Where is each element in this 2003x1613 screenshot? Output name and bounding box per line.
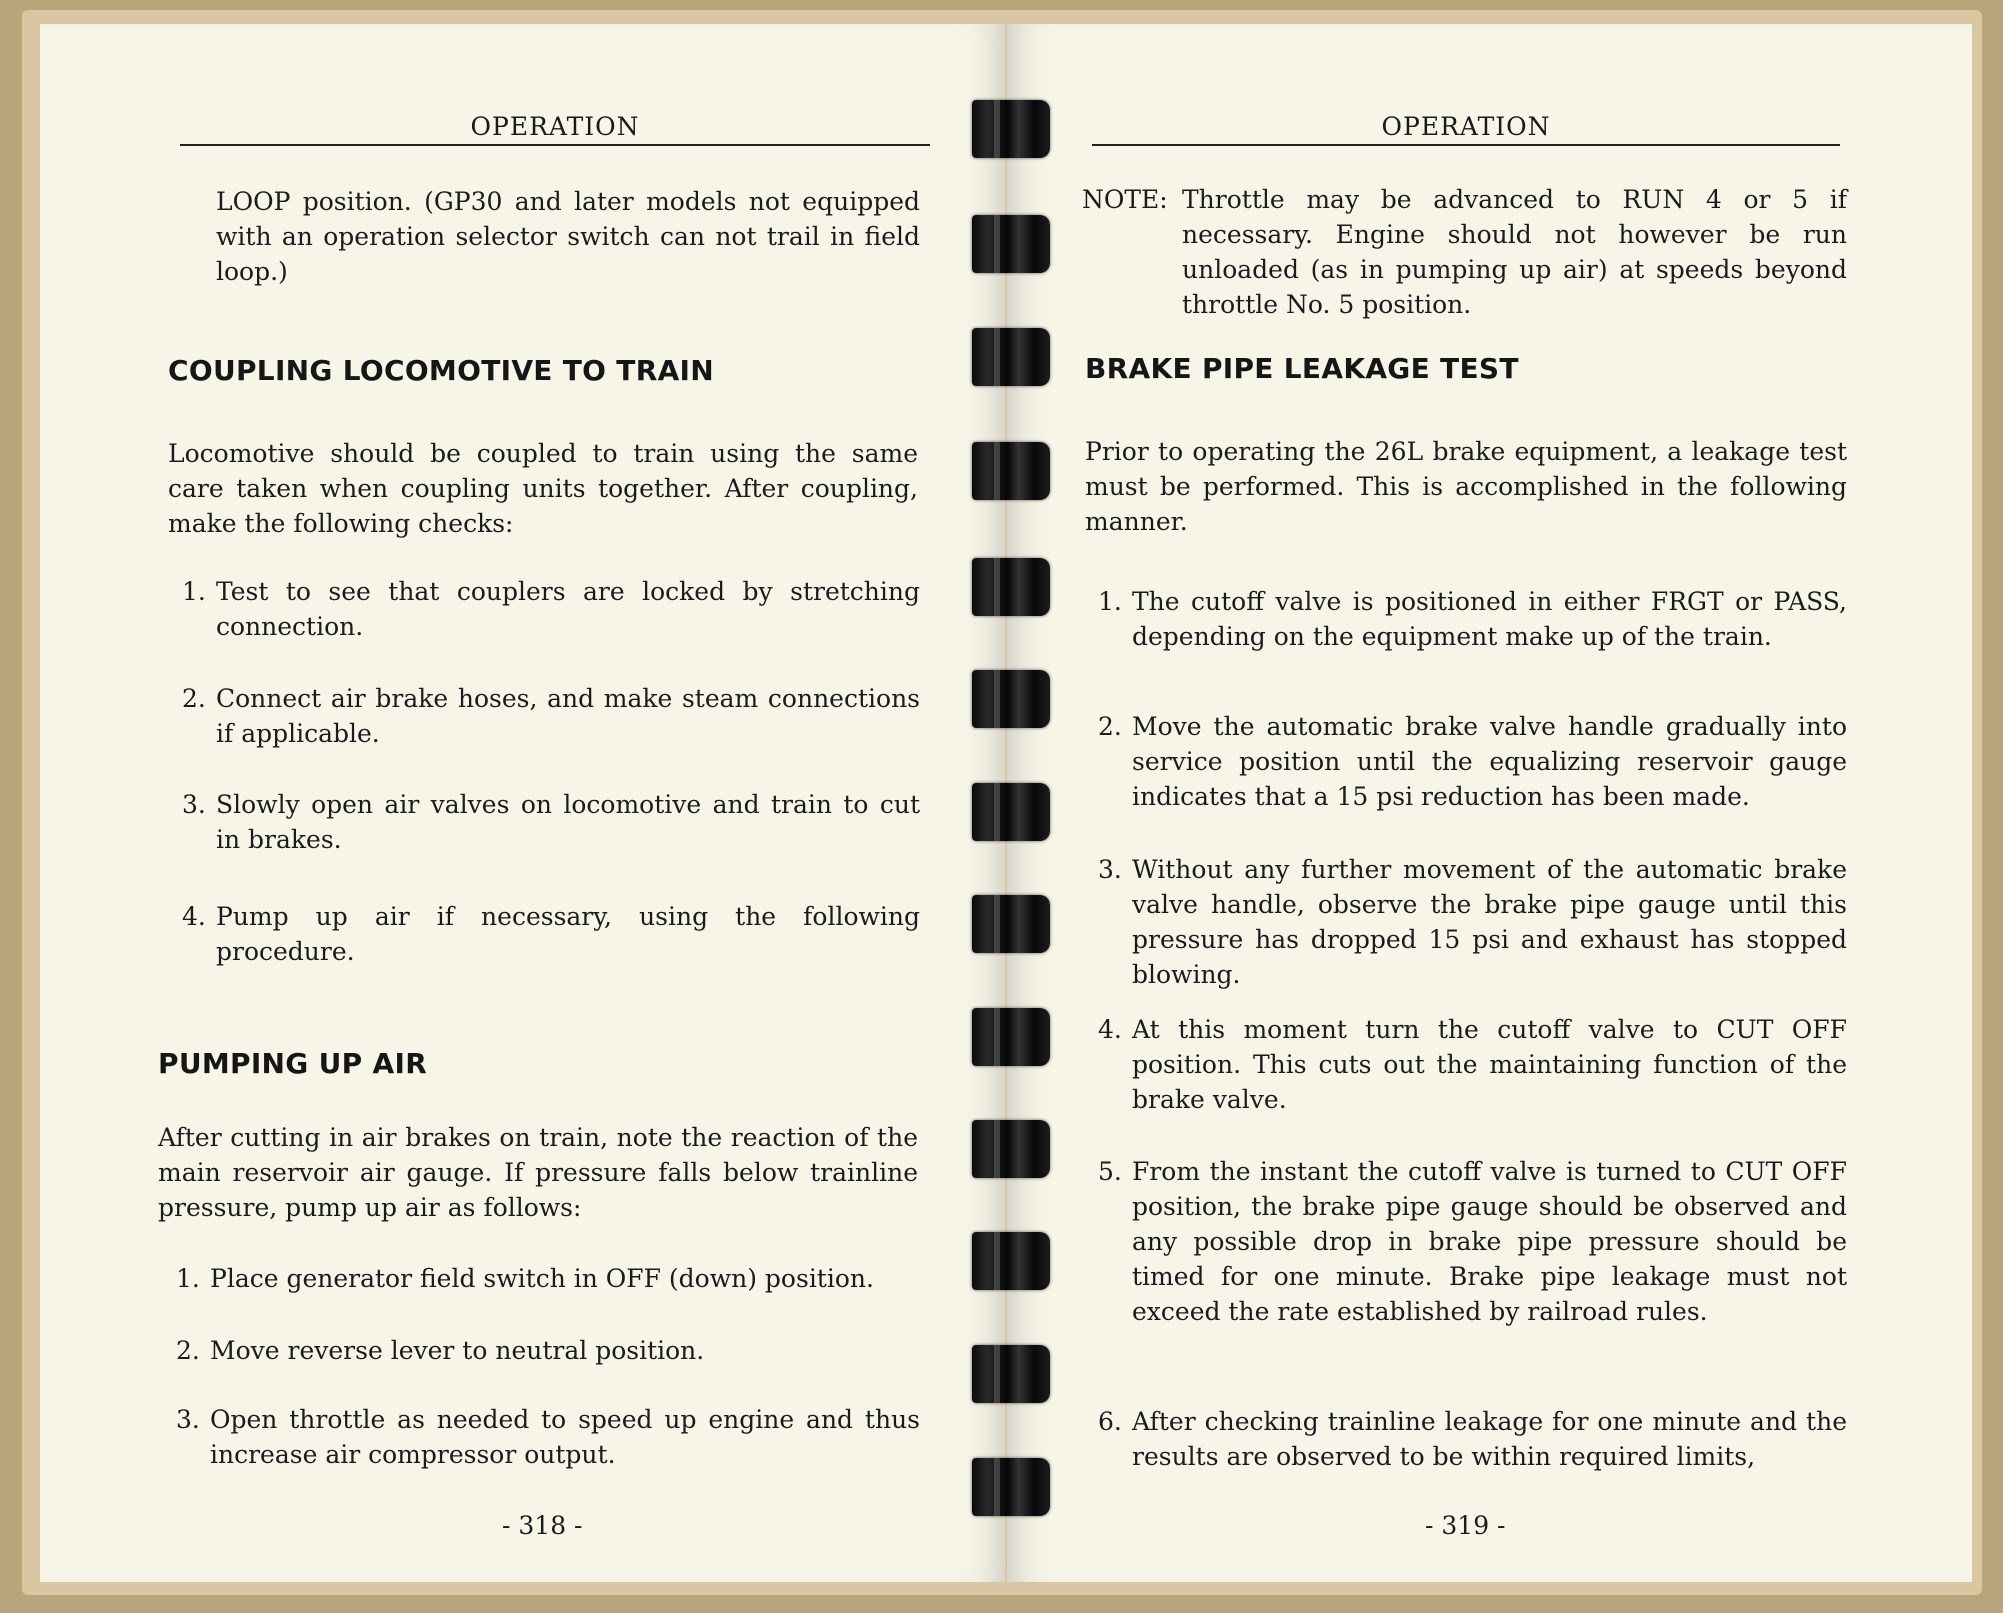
list-item (176, 1333, 920, 1368)
list-item-text: The cutoff valve is positioned in either FRGT or PASS, depending on the equipment make up of the train. (1132, 587, 1847, 651)
note-block (1082, 182, 1847, 322)
list-item-text: After checking trainline leakage for one minute and the results are observed to be within required limits, (1132, 1407, 1847, 1471)
right-running-header: OPERATION (1381, 112, 1551, 141)
left-header-rule (180, 144, 930, 146)
list-item (176, 1261, 920, 1296)
left-page-number: - 318 - (502, 1511, 583, 1540)
binding-coil (972, 895, 1050, 953)
binding-coil (972, 215, 1050, 273)
list-item (1098, 1404, 1847, 1474)
list-item (176, 1402, 920, 1472)
binding-coil (972, 783, 1050, 841)
list-item-number: 3. (1098, 855, 1122, 884)
binding-coil (972, 1232, 1050, 1290)
list-item (182, 681, 920, 751)
list-item (1098, 584, 1847, 654)
list-item-number: 4. (1098, 1015, 1122, 1044)
list-item-text: Move the automatic brake valve handle gradually into service position until the equalizing reservoir gauge indicates that a 15 psi reduction has been made. (1132, 712, 1847, 811)
binding-coil (972, 1458, 1050, 1516)
binding-coil (972, 328, 1050, 386)
list-item (182, 899, 920, 969)
list-item-text: Connect air brake hoses, and make steam connections if applicable. (216, 684, 920, 748)
list-item-text: Open throttle as needed to speed up engine and thus increase air compressor output. (210, 1405, 920, 1469)
binding-coil (972, 670, 1050, 728)
list-item-number: 4. (182, 902, 206, 931)
list-item-text: Test to see that couplers are locked by stretching connection. (216, 577, 920, 641)
list-item (182, 574, 920, 644)
binding-coil (972, 1345, 1050, 1403)
list-item-text: Place generator field switch in OFF (down) position. (210, 1264, 874, 1293)
binding-coil (972, 1008, 1050, 1066)
list-item-number: 2. (182, 684, 206, 713)
list-item-text: Pump up air if necessary, using the following procedure. (216, 902, 920, 966)
open-book (22, 10, 1982, 1595)
list-item-text: Move reverse lever to neutral position. (210, 1336, 705, 1365)
note-text: Throttle may be advanced to RUN 4 or 5 if necessary. Engine should not however be run unloaded (as in pumping up air) at speeds beyond throttle No. 5 position. (1182, 185, 1847, 319)
binding-coil (972, 1120, 1050, 1178)
binding-coil (972, 558, 1050, 616)
list-item-text: Slowly open air valves on locomotive and train to cut in brakes. (216, 790, 920, 854)
left-running-header: OPERATION (470, 112, 640, 141)
pumping-section-title: PUMPING UP AIR (158, 1047, 428, 1080)
spiral-binding (962, 10, 1062, 1613)
list-item (1098, 852, 1847, 992)
right-header-rule (1092, 144, 1840, 146)
note-label: NOTE: (1082, 185, 1168, 214)
list-item (1098, 1012, 1847, 1117)
binding-coil (972, 442, 1050, 500)
list-item (182, 787, 920, 857)
list-item (1098, 1154, 1847, 1329)
leakage-section-title: BRAKE PIPE LEAKAGE TEST (1085, 352, 1519, 385)
leakage-section-text: Prior to operating the 26L brake equipment, a leakage test must be performed. This is accomplished in the following manner. (1085, 437, 1847, 536)
right-page (1007, 24, 1972, 1582)
list-item-number: 2. (176, 1336, 200, 1365)
list-item (1098, 709, 1847, 814)
list-item-text: From the instant the cutoff valve is turned to CUT OFF position, the brake pipe gauge should be observed and any possible drop in brake pipe pressure should be timed for one minute. Brake pipe leakage must not exceed the rate established by railroad rules. (1132, 1157, 1847, 1326)
left-intro-text: LOOP position. (GP30 and later models not equipped with an operation selector switch can not trail in field loop.) (216, 187, 920, 286)
left-page (40, 24, 1005, 1582)
coupling-section-title: COUPLING LOCOMOTIVE TO TRAIN (168, 354, 714, 387)
list-item-text: Without any further movement of the automatic brake valve handle, observe the brake pipe gauge until this pressure has dropped 15 psi and exhaust has stopped blowing. (1132, 855, 1847, 989)
list-item-number: 1. (176, 1264, 200, 1293)
list-item-number: 2. (1098, 712, 1122, 741)
list-item-number: 1. (1098, 587, 1122, 616)
pumping-section-text: After cutting in air brakes on train, note the reaction of the main reservoir air gauge. If pressure falls below trainline pressure, pump up air as follows: (158, 1123, 918, 1222)
list-item-number: 3. (182, 790, 206, 819)
list-item-text: At this moment turn the cutoff valve to CUT OFF position. This cuts out the maintaining function of the brake valve. (1132, 1015, 1847, 1114)
list-item-number: 3. (176, 1405, 200, 1434)
coupling-section-text: Locomotive should be coupled to train using the same care taken when coupling units together. After coupling, make the following checks: (168, 439, 918, 538)
list-item-number: 5. (1098, 1157, 1122, 1186)
list-item-number: 1. (182, 577, 206, 606)
binding-coil (972, 100, 1050, 158)
list-item-number: 6. (1098, 1407, 1122, 1436)
right-page-number: - 319 - (1425, 1511, 1506, 1540)
